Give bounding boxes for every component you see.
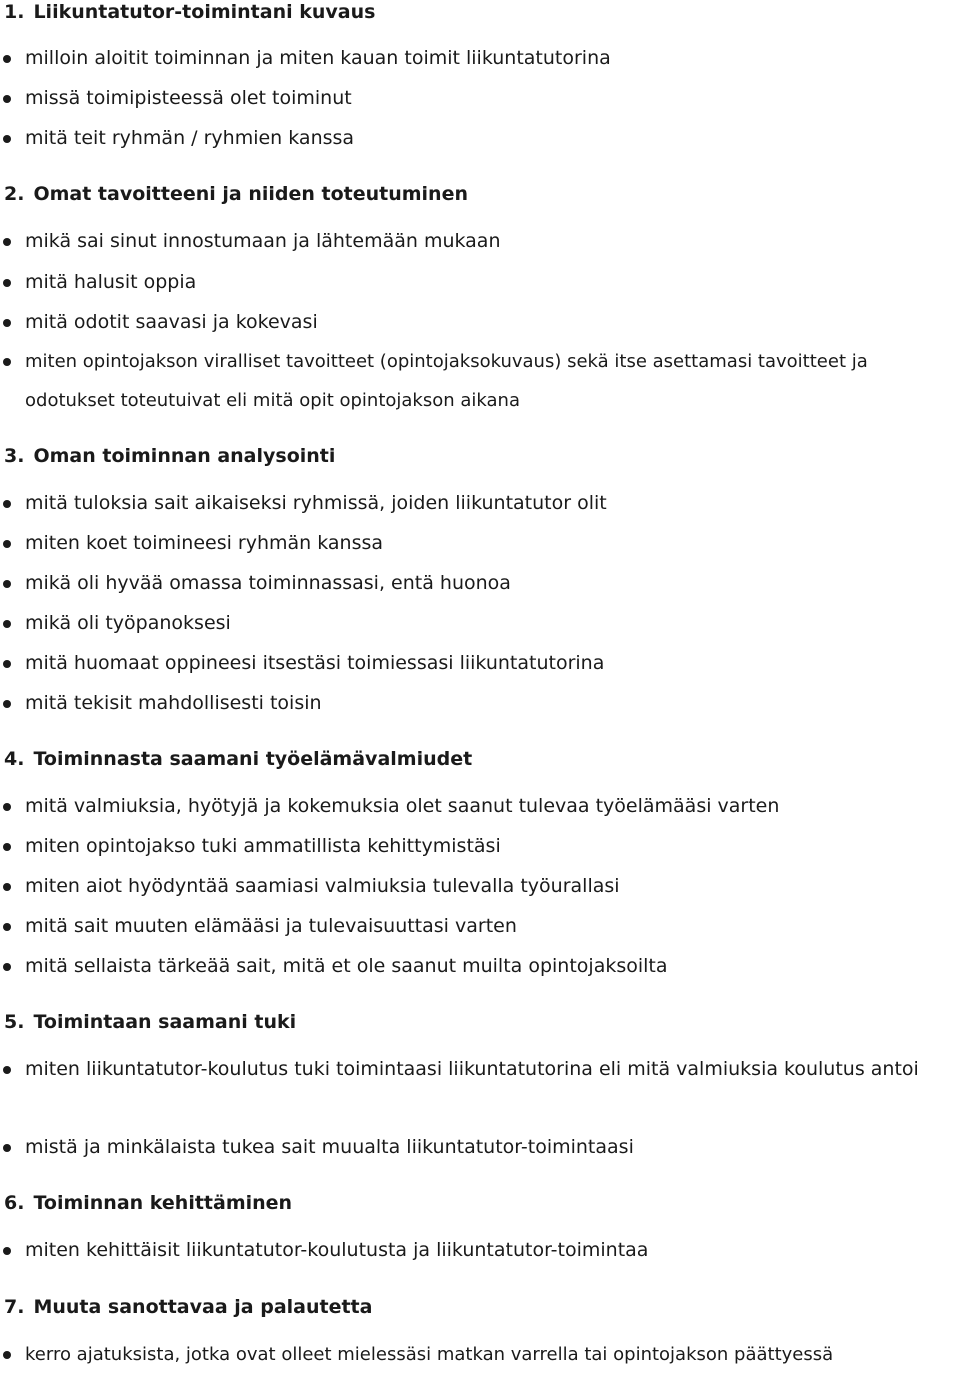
bullet-icon: [3, 1066, 11, 1074]
section-number: 4.: [4, 748, 25, 770]
list-item: [0, 684, 960, 723]
section-heading-7: [4, 1295, 372, 1319]
section-title: Liikuntatutor-toimintani kuvaus: [33, 1, 376, 23]
bullet-icon: [3, 1351, 11, 1359]
bullet-icon: [3, 279, 11, 287]
list-item: [0, 484, 960, 523]
bullet-icon: [3, 923, 11, 931]
section-title: Toiminnasta saamani työelämävalmiudet: [33, 748, 473, 770]
list-item-text: miten koet toimineesi ryhmän kanssa: [25, 532, 384, 554]
list-item: [0, 1335, 960, 1374]
list-item-text: mitä huomaat oppineesi itsestäsi toimiessasi liikuntatutorina: [25, 652, 605, 674]
list-item: [0, 867, 960, 906]
list-item: [0, 787, 960, 826]
list-item: [0, 827, 960, 866]
list-item-text: mitä sellaista tärkeää sait, mitä et ole saanut muilta opintojaksoilta: [25, 955, 668, 977]
list-item-text: mikä sai sinut innostumaan ja lähtemään mukaan: [25, 230, 501, 252]
bullet-icon: [3, 135, 11, 143]
list-item-text: mitä tuloksia sait aikaiseksi ryhmissä, joiden liikuntatutor olit: [25, 492, 607, 514]
list-item: [0, 524, 960, 563]
list-item-text: mikä oli työpanoksesi: [25, 612, 231, 634]
list-item: [0, 79, 960, 118]
list-item: [0, 1128, 960, 1167]
list-item: [0, 263, 960, 302]
list-item: [0, 119, 960, 158]
list-item: [0, 947, 960, 986]
bullet-icon: [3, 238, 11, 246]
list-item: [0, 222, 960, 261]
bullet-icon: [3, 843, 11, 851]
list-item-text: mitä odotit saavasi ja kokevasi: [25, 311, 318, 333]
list-item: [0, 303, 960, 342]
list-item: [0, 604, 960, 643]
section-heading-1: [4, 0, 375, 24]
section-title: Muuta sanottavaa ja palautetta: [33, 1296, 373, 1318]
list-item-text: kerro ajatuksista, jotka ovat olleet mielessäsi matkan varrella tai opintojakson päättyessä: [25, 1344, 834, 1365]
list-item: [0, 342, 960, 420]
section-number: 7.: [4, 1296, 25, 1318]
bullet-icon: [3, 700, 11, 708]
section-title: Toimintaan saamani tuki: [33, 1011, 297, 1033]
section-heading-5: [4, 1010, 296, 1034]
section-number: 3.: [4, 445, 25, 467]
section-number: 2.: [4, 183, 25, 205]
list-item: [0, 1050, 960, 1089]
bullet-icon: [3, 1247, 11, 1255]
list-item-text: mitä halusit oppia: [25, 271, 197, 293]
list-item-text: miten liikuntatutor-koulutus tuki toimintaasi liikuntatutorina eli mitä valmiuksia koulutus antoi: [25, 1058, 919, 1080]
list-item: [0, 907, 960, 946]
bullet-icon: [3, 500, 11, 508]
list-item-text: miten opintojakso tuki ammatillista kehittymistäsi: [25, 835, 501, 857]
section-title: Toiminnan kehittäminen: [33, 1192, 293, 1214]
bullet-icon: [3, 358, 11, 366]
list-item: [0, 39, 960, 78]
bullet-icon: [3, 580, 11, 588]
bullet-icon: [3, 803, 11, 811]
section-number: 5.: [4, 1011, 25, 1033]
list-item: [0, 564, 960, 603]
bullet-icon: [3, 540, 11, 548]
section-heading-3: [4, 444, 335, 468]
list-item-text: mitä tekisit mahdollisesti toisin: [25, 692, 322, 714]
section-heading-4: [4, 747, 472, 771]
list-item: [0, 1231, 960, 1270]
bullet-icon: [3, 620, 11, 628]
list-item-text: mitä teit ryhmän / ryhmien kanssa: [25, 127, 355, 149]
bullet-icon: [3, 883, 11, 891]
list-item-text: mitä valmiuksia, hyötyjä ja kokemuksia olet saanut tulevaa työelämääsi varten: [25, 795, 780, 817]
section-title: Oman toiminnan analysointi: [33, 445, 336, 467]
list-item: [0, 644, 960, 683]
section-number: 6.: [4, 1192, 25, 1214]
bullet-icon: [3, 963, 11, 971]
list-item-text: missä toimipisteessä olet toiminut: [25, 87, 352, 109]
section-heading-6: [4, 1191, 292, 1215]
section-number: 1.: [4, 1, 25, 23]
list-item-text: milloin aloitit toiminnan ja miten kauan toimit liikuntatutorina: [25, 47, 611, 69]
list-item-text: mistä ja minkälaista tukea sait muualta liikuntatutor-toimintaasi: [25, 1136, 634, 1158]
bullet-icon: [3, 55, 11, 63]
list-item-text: mitä sait muuten elämääsi ja tulevaisuuttasi varten: [25, 915, 517, 937]
list-item-text: miten aiot hyödyntää saamiasi valmiuksia tulevalla työurallasi: [25, 875, 620, 897]
bullet-icon: [3, 660, 11, 668]
section-heading-2: [4, 182, 468, 206]
list-item-text: miten kehittäisit liikuntatutor-koulutusta ja liikuntatutor-toimintaa: [25, 1239, 649, 1261]
bullet-icon: [3, 1144, 11, 1152]
list-item-text: miten opintojakson viralliset tavoitteet (opintojaksokuvaus) sekä itse asettamasi tavoitteet ja odotukset toteutuivat eli mitä opit opintojakson aikana: [25, 351, 868, 411]
list-item-text: mikä oli hyvää omassa toiminnassasi, entä huonoa: [25, 572, 511, 594]
bullet-icon: [3, 95, 11, 103]
bullet-icon: [3, 319, 11, 327]
section-title: Omat tavoitteeni ja niiden toteutuminen: [33, 183, 468, 205]
